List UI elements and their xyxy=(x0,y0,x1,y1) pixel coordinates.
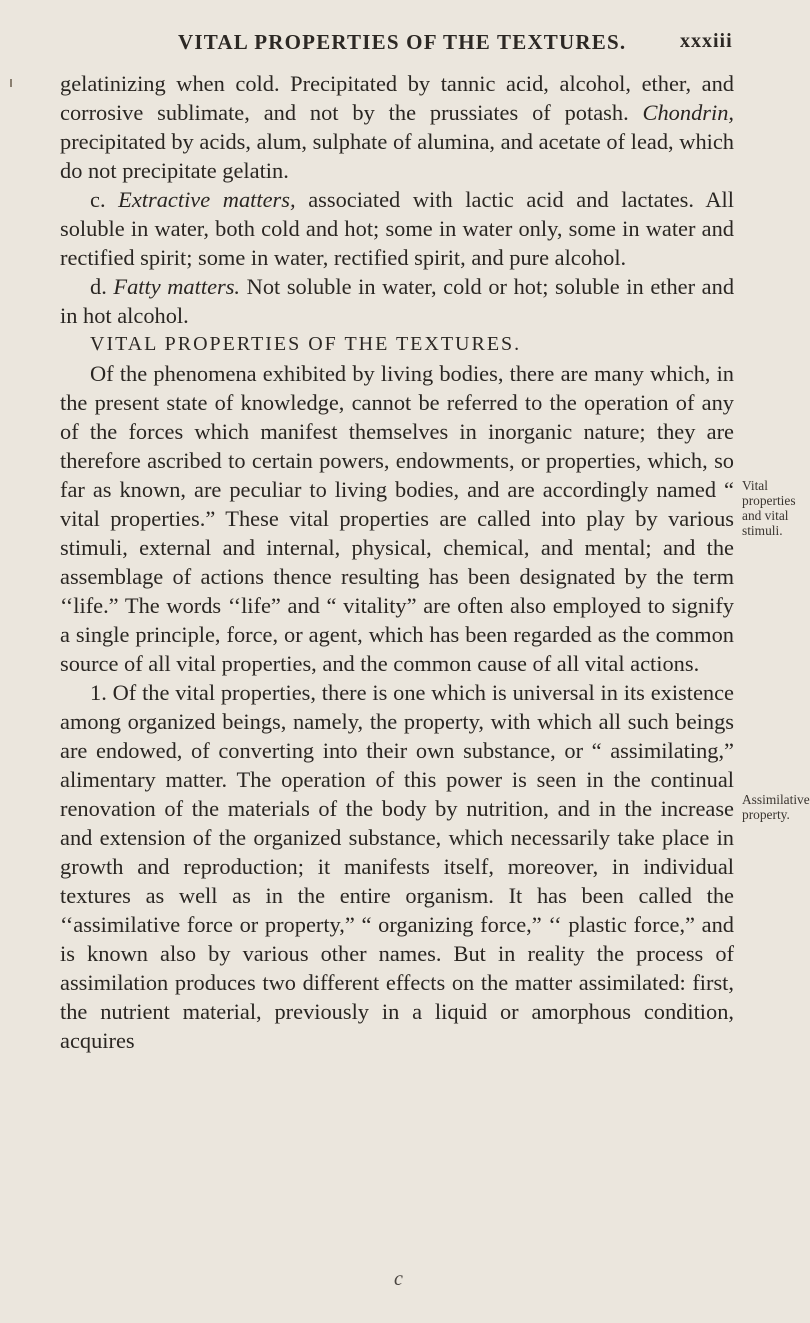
margin-note-assimilative: Assimilative property. xyxy=(742,792,810,822)
signature-mark: c xyxy=(394,1268,403,1290)
list-marker: d. xyxy=(90,274,114,299)
italic-term-extractive: Extractive matters, xyxy=(118,187,296,212)
list-marker: c. xyxy=(90,187,119,212)
paragraph-text: associated with lactic acid and lactates. All soluble in water, both cold and hot; some in water only, some in water and rectified spirit; some in water, rectified spirit, and pure alcohol. xyxy=(60,187,734,270)
italic-term-fatty: Fatty matters. xyxy=(113,274,241,299)
paragraph-text: precipitated by acids, alum, sulphate of alumina, and acetate of lead, which do not precipitate gelatin. xyxy=(60,129,734,183)
page-edge-mark xyxy=(10,79,12,87)
body-text xyxy=(60,69,734,1055)
paragraph-vital-properties: Of the phenomena exhibited by living bodies, there are many which, in the present state of knowledge, cannot be referred to the operation of any of the forces which manifest themselves in inorganic nature; they are therefore ascribed to certain powers, endowments, or properties, which, so far as known, are peculiar to living bodies, and are accordingly named “ vital properties.” These vital properties are called into play by various stimuli, external and internal, physical, chemical, and mental; and the assemblage of actions thence resulting has been designated by the term ‘‘life.” The words ‘‘life” and “ vitality” are often also employed to signify a single principle, force, or agent, which has been regarded as the common source of all vital properties, and the common cause of all vital actions. xyxy=(60,361,734,676)
italic-term-chondrin: Chondrin, xyxy=(642,100,734,125)
paragraph-assimilation: 1. Of the vital properties, there is one which is universal in its existence among organized beings, namely, the property, with which all such beings are endowed, of converting into their own substance, or “ assimilating,” alimentary matter. The operation of this power is seen in the continual renovation of the materials of the body by nutrition, and in the increase and extension of the organized substance, which necessarily take place in growth and reproduction; it manifests itself, moreover, in individual textures as well as in the entire organism. It has been called the ‘‘assimilative force or property,” “ organizing force,” ‘‘ plastic force,” and is known also by various other names. But in reality the process of assimilation produces two different effects on the matter assimilated: first, the nutrient material, previously in a liquid or amorphous condition, acquires xyxy=(60,680,734,1053)
margin-note-vital-properties: Vital properties and vital stimuli. xyxy=(742,478,796,538)
paragraph-text: Not soluble in water, cold or hot; soluble in ether and in hot alcohol. xyxy=(60,274,735,328)
running-title: VITAL PROPERTIES OF THE TEXTURES. xyxy=(178,30,627,54)
page-number: xxxiii xyxy=(680,30,733,52)
running-head xyxy=(0,20,800,60)
paragraph-extractive-matters xyxy=(60,185,734,272)
paragraph-text: gelatinizing when cold. Precipitated by tannic acid, alcohol, ether, and corrosive sublimate, and not by the prussiates of potash. xyxy=(60,71,734,125)
paragraph-fatty-matters xyxy=(60,272,734,330)
section-heading: VITAL PROPERTIES OF THE TEXTURES. xyxy=(90,333,522,355)
paragraph-gelatin xyxy=(60,69,734,185)
